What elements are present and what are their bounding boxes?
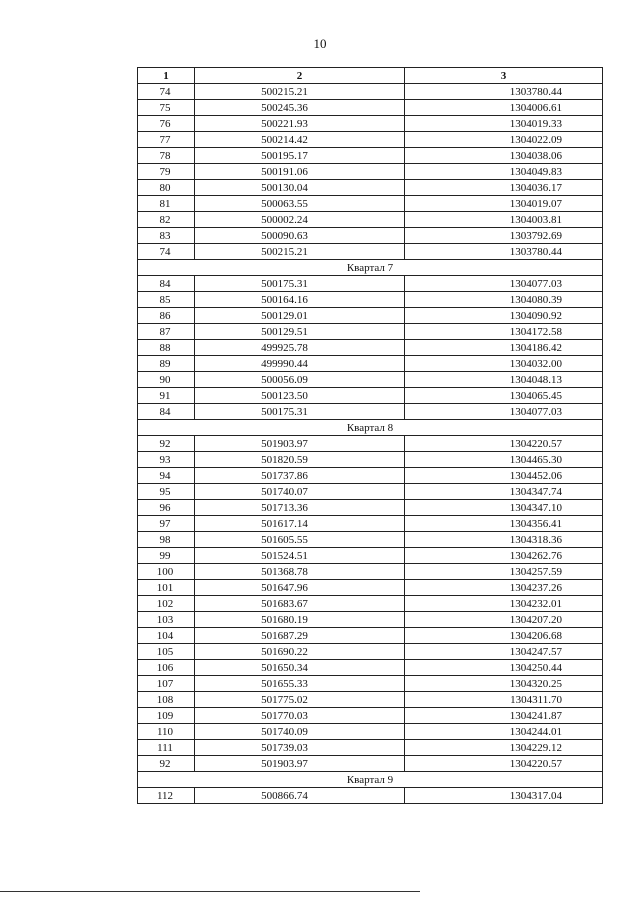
y-coordinate-cell: 1304077.03 xyxy=(405,404,603,420)
x-coordinate-cell: 501687.29 xyxy=(195,628,405,644)
point-number-cell: 92 xyxy=(138,756,195,772)
point-number-cell: 111 xyxy=(138,740,195,756)
point-number-cell: 78 xyxy=(138,148,195,164)
table-row xyxy=(138,644,603,660)
point-number-cell: 86 xyxy=(138,308,195,324)
point-number-cell: 105 xyxy=(138,644,195,660)
x-coordinate-cell: 501770.03 xyxy=(195,708,405,724)
x-coordinate-cell: 500063.55 xyxy=(195,196,405,212)
table-row xyxy=(138,356,603,372)
table-row xyxy=(138,660,603,676)
point-number-cell: 102 xyxy=(138,596,195,612)
x-coordinate-cell: 500056.09 xyxy=(195,372,405,388)
table-row xyxy=(138,468,603,484)
y-coordinate-cell: 1304019.07 xyxy=(405,196,603,212)
x-coordinate-cell: 500191.06 xyxy=(195,164,405,180)
table-row xyxy=(138,116,603,132)
y-coordinate-cell: 1303792.69 xyxy=(405,228,603,244)
x-coordinate-cell: 500130.04 xyxy=(195,180,405,196)
y-coordinate-cell: 1304356.41 xyxy=(405,516,603,532)
point-number-cell: 106 xyxy=(138,660,195,676)
y-coordinate-cell: 1304250.44 xyxy=(405,660,603,676)
x-coordinate-cell: 500002.24 xyxy=(195,212,405,228)
x-coordinate-cell: 501650.34 xyxy=(195,660,405,676)
point-number-cell: 88 xyxy=(138,340,195,356)
coordinates-table xyxy=(137,67,603,804)
column-header-point: 1 xyxy=(138,68,195,84)
point-number-cell: 90 xyxy=(138,372,195,388)
x-coordinate-cell: 501820.59 xyxy=(195,452,405,468)
y-coordinate-cell: 1304003.81 xyxy=(405,212,603,228)
y-coordinate-cell: 1304465.30 xyxy=(405,452,603,468)
x-coordinate-cell: 499925.78 xyxy=(195,340,405,356)
table-row xyxy=(138,500,603,516)
y-coordinate-cell: 1304048.13 xyxy=(405,372,603,388)
y-coordinate-cell: 1304019.33 xyxy=(405,116,603,132)
point-number-cell: 82 xyxy=(138,212,195,228)
section-label: Квартал 9 xyxy=(138,772,603,788)
x-coordinate-cell: 500129.01 xyxy=(195,308,405,324)
x-coordinate-cell: 500123.50 xyxy=(195,388,405,404)
x-coordinate-cell: 500129.51 xyxy=(195,324,405,340)
point-number-cell: 84 xyxy=(138,276,195,292)
x-coordinate-cell: 500215.21 xyxy=(195,244,405,260)
point-number-cell: 89 xyxy=(138,356,195,372)
y-coordinate-cell: 1304172.58 xyxy=(405,324,603,340)
x-coordinate-cell: 501524.51 xyxy=(195,548,405,564)
y-coordinate-cell: 1304318.36 xyxy=(405,532,603,548)
x-coordinate-cell: 501617.14 xyxy=(195,516,405,532)
table-row xyxy=(138,84,603,100)
table-row xyxy=(138,212,603,228)
y-coordinate-cell: 1304262.76 xyxy=(405,548,603,564)
table-row xyxy=(138,100,603,116)
point-number-cell: 92 xyxy=(138,436,195,452)
table-row xyxy=(138,324,603,340)
table-row xyxy=(138,612,603,628)
point-number-cell: 81 xyxy=(138,196,195,212)
table-row xyxy=(138,692,603,708)
point-number-cell: 77 xyxy=(138,132,195,148)
point-number-cell: 104 xyxy=(138,628,195,644)
table-row xyxy=(138,532,603,548)
table-row xyxy=(138,196,603,212)
section-row xyxy=(138,420,603,436)
point-number-cell: 85 xyxy=(138,292,195,308)
table-row xyxy=(138,340,603,356)
point-number-cell: 94 xyxy=(138,468,195,484)
y-coordinate-cell: 1304077.03 xyxy=(405,276,603,292)
point-number-cell: 75 xyxy=(138,100,195,116)
y-coordinate-cell: 1304311.70 xyxy=(405,692,603,708)
y-coordinate-cell: 1304220.57 xyxy=(405,436,603,452)
table-row xyxy=(138,276,603,292)
y-coordinate-cell: 1304317.04 xyxy=(405,788,603,804)
y-coordinate-cell: 1304186.42 xyxy=(405,340,603,356)
y-coordinate-cell: 1304452.06 xyxy=(405,468,603,484)
point-number-cell: 95 xyxy=(138,484,195,500)
point-number-cell: 101 xyxy=(138,580,195,596)
section-label: Квартал 8 xyxy=(138,420,603,436)
x-coordinate-cell: 501655.33 xyxy=(195,676,405,692)
x-coordinate-cell: 501690.22 xyxy=(195,644,405,660)
x-coordinate-cell: 500175.31 xyxy=(195,276,405,292)
table-row xyxy=(138,516,603,532)
table-row xyxy=(138,244,603,260)
point-number-cell: 87 xyxy=(138,324,195,340)
point-number-cell: 103 xyxy=(138,612,195,628)
x-coordinate-cell: 501683.67 xyxy=(195,596,405,612)
section-row xyxy=(138,260,603,276)
table-header-row xyxy=(138,68,603,84)
table-row xyxy=(138,580,603,596)
x-coordinate-cell: 500175.31 xyxy=(195,404,405,420)
table-body xyxy=(138,84,603,804)
y-coordinate-cell: 1304220.57 xyxy=(405,756,603,772)
table-row xyxy=(138,388,603,404)
table-row xyxy=(138,548,603,564)
y-coordinate-cell: 1303780.44 xyxy=(405,84,603,100)
section-row xyxy=(138,772,603,788)
x-coordinate-cell: 500214.42 xyxy=(195,132,405,148)
point-number-cell: 80 xyxy=(138,180,195,196)
y-coordinate-cell: 1304049.83 xyxy=(405,164,603,180)
table-row xyxy=(138,756,603,772)
y-coordinate-cell: 1304244.01 xyxy=(405,724,603,740)
x-coordinate-cell: 500221.93 xyxy=(195,116,405,132)
x-coordinate-cell: 501740.07 xyxy=(195,484,405,500)
x-coordinate-cell: 501739.03 xyxy=(195,740,405,756)
point-number-cell: 83 xyxy=(138,228,195,244)
column-header-y: 3 xyxy=(405,68,603,84)
y-coordinate-cell: 1304206.68 xyxy=(405,628,603,644)
point-number-cell: 74 xyxy=(138,244,195,260)
y-coordinate-cell: 1304207.20 xyxy=(405,612,603,628)
x-coordinate-cell: 501737.86 xyxy=(195,468,405,484)
point-number-cell: 79 xyxy=(138,164,195,180)
table-row xyxy=(138,708,603,724)
x-coordinate-cell: 500215.21 xyxy=(195,84,405,100)
y-coordinate-cell: 1304090.92 xyxy=(405,308,603,324)
table-row xyxy=(138,180,603,196)
y-coordinate-cell: 1304229.12 xyxy=(405,740,603,756)
x-coordinate-cell: 501647.96 xyxy=(195,580,405,596)
section-label: Квартал 7 xyxy=(138,260,603,276)
column-header-x: 2 xyxy=(195,68,405,84)
point-number-cell: 84 xyxy=(138,404,195,420)
table-row xyxy=(138,676,603,692)
x-coordinate-cell: 501368.78 xyxy=(195,564,405,580)
y-coordinate-cell: 1304241.87 xyxy=(405,708,603,724)
point-number-cell: 109 xyxy=(138,708,195,724)
table-row xyxy=(138,148,603,164)
footer-divider xyxy=(0,891,420,892)
x-coordinate-cell: 501680.19 xyxy=(195,612,405,628)
y-coordinate-cell: 1303780.44 xyxy=(405,244,603,260)
table-row xyxy=(138,564,603,580)
point-number-cell: 112 xyxy=(138,788,195,804)
table-row xyxy=(138,132,603,148)
x-coordinate-cell: 500164.16 xyxy=(195,292,405,308)
y-coordinate-cell: 1304247.57 xyxy=(405,644,603,660)
x-coordinate-cell: 501605.55 xyxy=(195,532,405,548)
x-coordinate-cell: 500866.74 xyxy=(195,788,405,804)
x-coordinate-cell: 501713.36 xyxy=(195,500,405,516)
x-coordinate-cell: 501775.02 xyxy=(195,692,405,708)
table-row xyxy=(138,788,603,804)
y-coordinate-cell: 1304080.39 xyxy=(405,292,603,308)
point-number-cell: 107 xyxy=(138,676,195,692)
point-number-cell: 76 xyxy=(138,116,195,132)
y-coordinate-cell: 1304347.74 xyxy=(405,484,603,500)
y-coordinate-cell: 1304036.17 xyxy=(405,180,603,196)
y-coordinate-cell: 1304065.45 xyxy=(405,388,603,404)
table-row xyxy=(138,228,603,244)
table-row xyxy=(138,292,603,308)
y-coordinate-cell: 1304257.59 xyxy=(405,564,603,580)
x-coordinate-cell: 500090.63 xyxy=(195,228,405,244)
x-coordinate-cell: 500195.17 xyxy=(195,148,405,164)
page-number: 10 xyxy=(313,36,327,51)
table-row xyxy=(138,452,603,468)
point-number-cell: 74 xyxy=(138,84,195,100)
table-row xyxy=(138,596,603,612)
point-number-cell: 98 xyxy=(138,532,195,548)
table-row xyxy=(138,724,603,740)
table-row xyxy=(138,740,603,756)
point-number-cell: 99 xyxy=(138,548,195,564)
y-coordinate-cell: 1304232.01 xyxy=(405,596,603,612)
table-row xyxy=(138,164,603,180)
y-coordinate-cell: 1304237.26 xyxy=(405,580,603,596)
table-row xyxy=(138,404,603,420)
x-coordinate-cell: 501903.97 xyxy=(195,436,405,452)
y-coordinate-cell: 1304032.00 xyxy=(405,356,603,372)
y-coordinate-cell: 1304320.25 xyxy=(405,676,603,692)
x-coordinate-cell: 501903.97 xyxy=(195,756,405,772)
table-row xyxy=(138,436,603,452)
point-number-cell: 91 xyxy=(138,388,195,404)
table-row xyxy=(138,308,603,324)
point-number-cell: 100 xyxy=(138,564,195,580)
x-coordinate-cell: 500245.36 xyxy=(195,100,405,116)
y-coordinate-cell: 1304347.10 xyxy=(405,500,603,516)
point-number-cell: 108 xyxy=(138,692,195,708)
point-number-cell: 97 xyxy=(138,516,195,532)
point-number-cell: 93 xyxy=(138,452,195,468)
table-row xyxy=(138,628,603,644)
point-number-cell: 110 xyxy=(138,724,195,740)
y-coordinate-cell: 1304038.06 xyxy=(405,148,603,164)
table-row xyxy=(138,484,603,500)
table-row xyxy=(138,372,603,388)
x-coordinate-cell: 501740.09 xyxy=(195,724,405,740)
y-coordinate-cell: 1304022.09 xyxy=(405,132,603,148)
y-coordinate-cell: 1304006.61 xyxy=(405,100,603,116)
point-number-cell: 96 xyxy=(138,500,195,516)
x-coordinate-cell: 499990.44 xyxy=(195,356,405,372)
